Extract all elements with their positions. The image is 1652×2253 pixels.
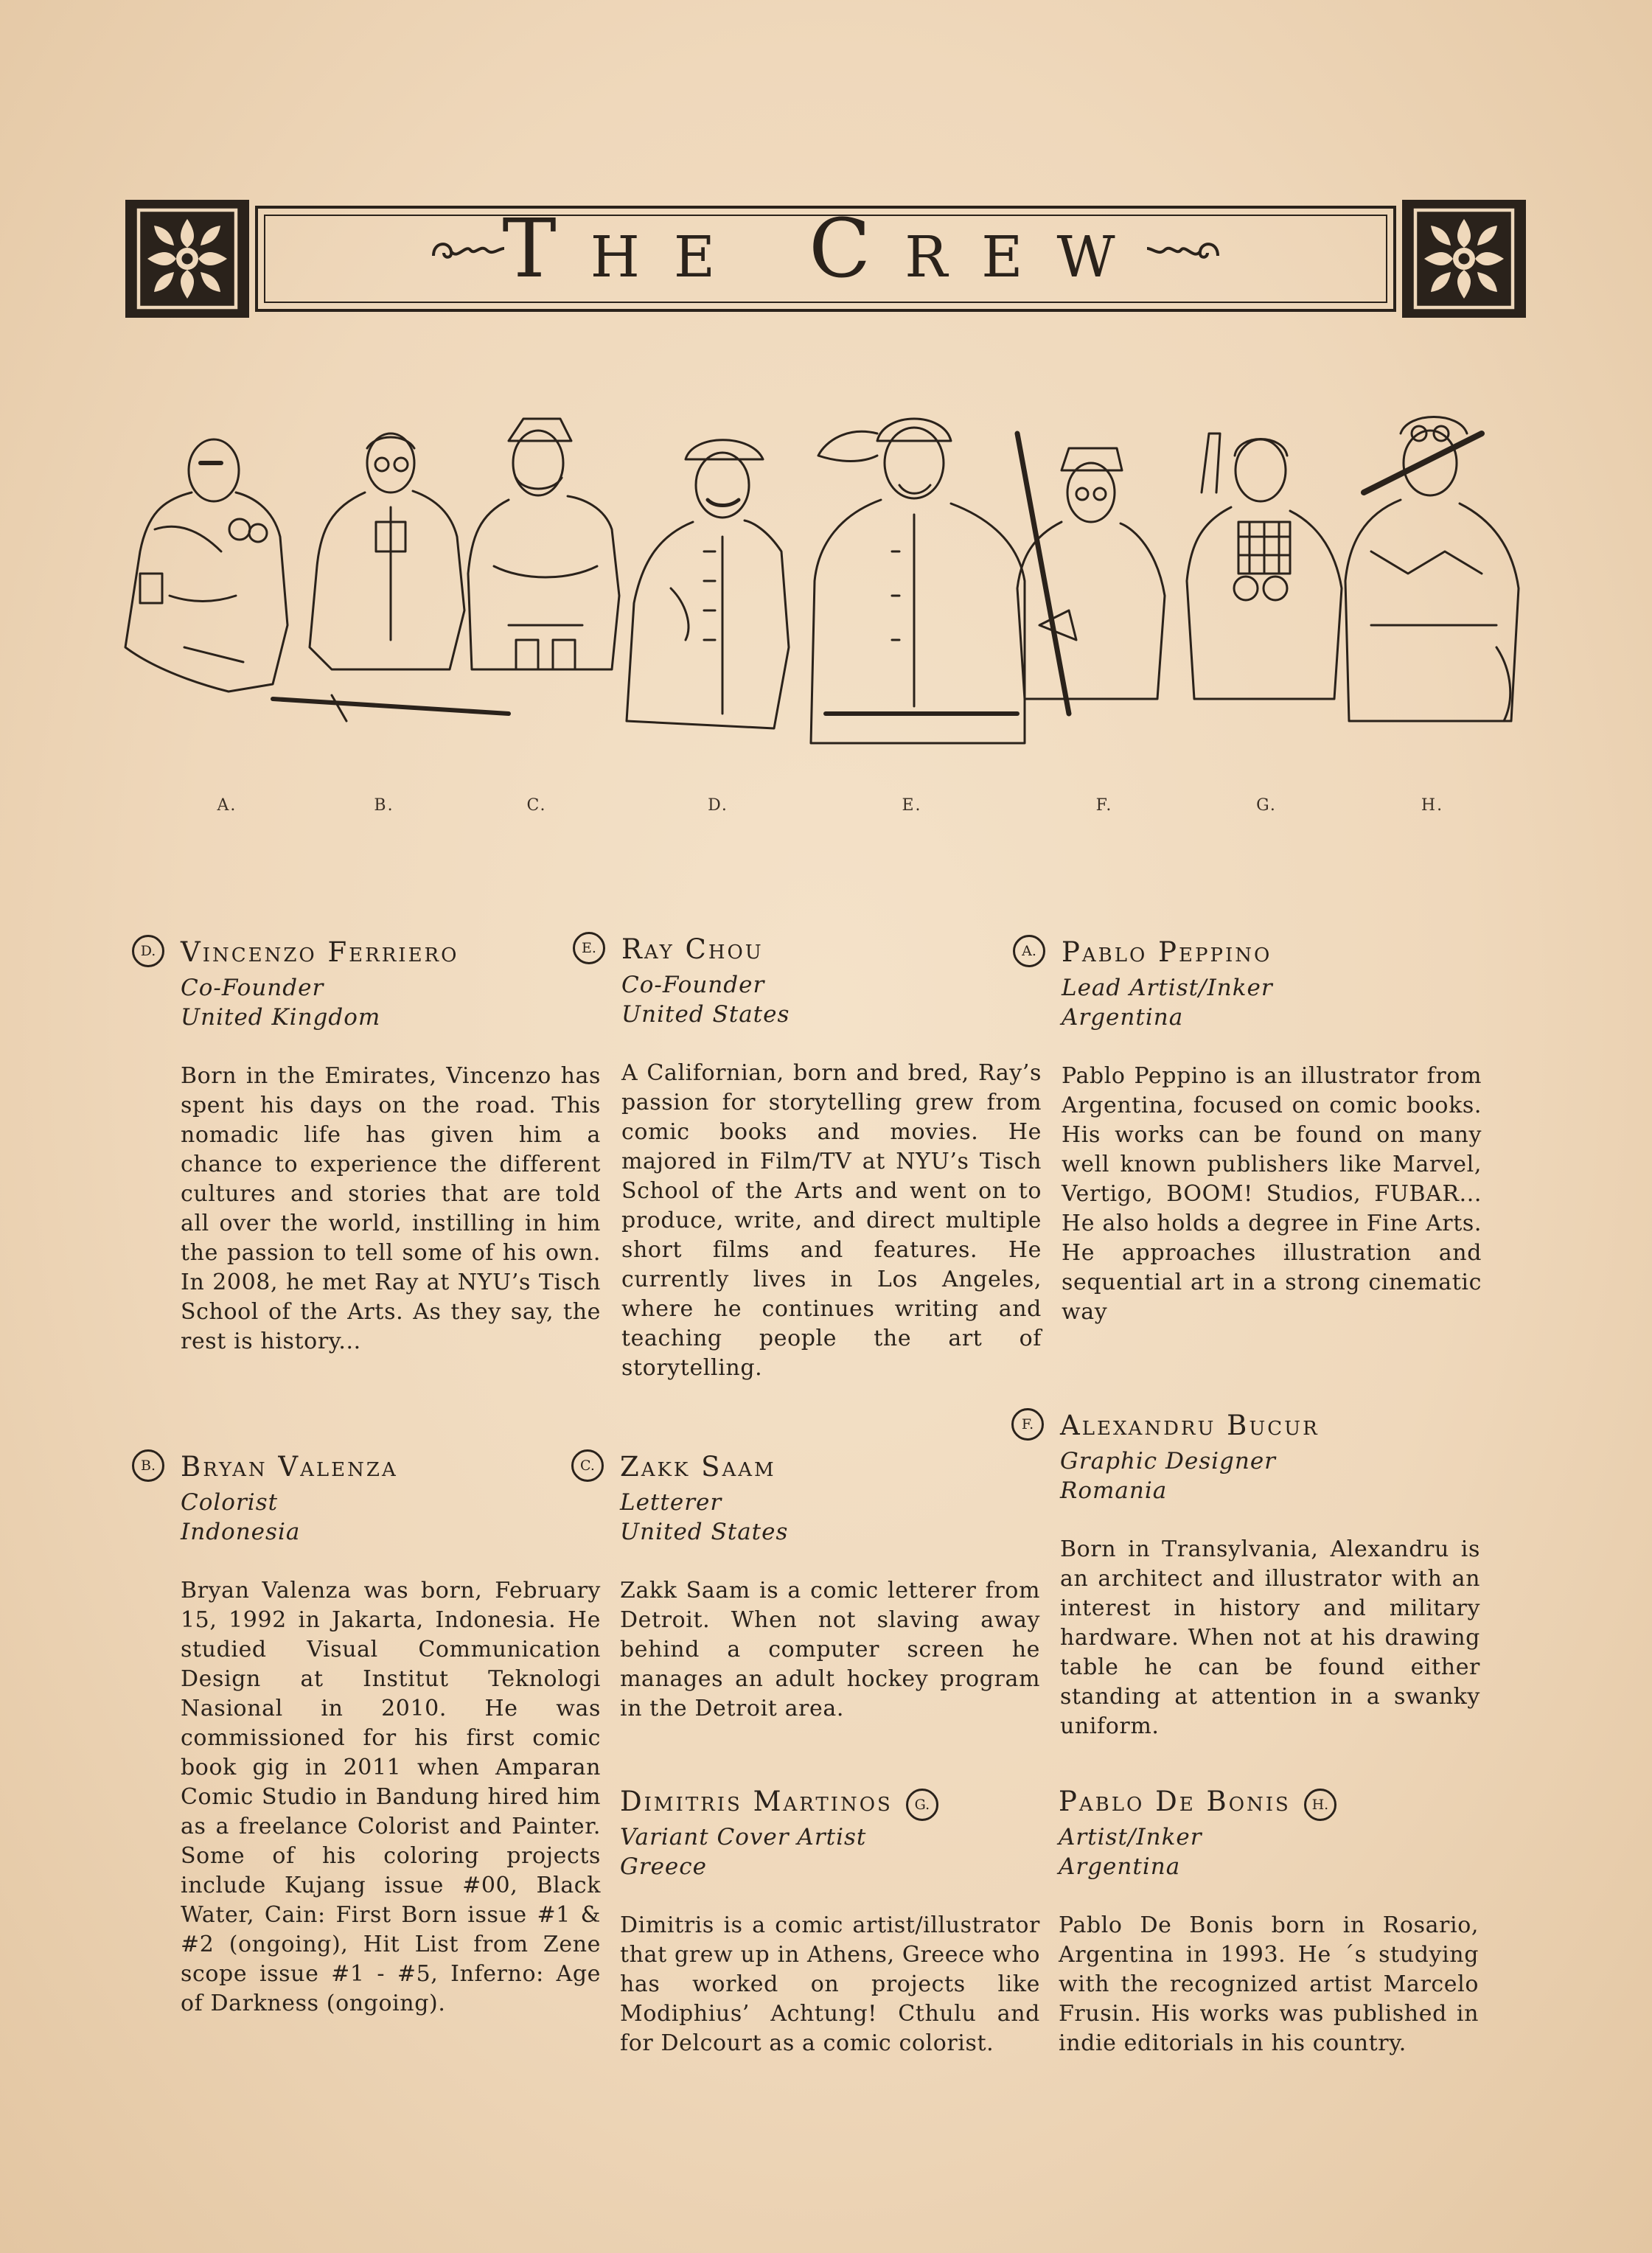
figure-label: E.	[902, 796, 922, 815]
crew-illustration	[111, 404, 1541, 751]
title-banner	[125, 195, 1526, 322]
bio-country: United States	[621, 1001, 790, 1028]
letter-badge: H.	[1304, 1789, 1336, 1821]
bio-text: A Californian, born and bred, Ray’s passion for storytelling grew from comic books and movies. He majored in Film/TV at NYU’s Tisch School of the Arts and went on to produce, write, and direct multiple short films and features. He currently lives in Los Angeles, where he continues writing and teaching people the art of storytelling.	[621, 1060, 1042, 1381]
figure-label: A.	[217, 796, 237, 815]
figure-a	[125, 439, 287, 692]
figure-label: H.	[1421, 796, 1444, 815]
figure-c	[468, 419, 619, 669]
figure-label: B.	[374, 796, 394, 815]
bio-text: Pablo Peppino is an illustrator from Argentina, focused on comic books. His works can be found on many well known publishers like Marvel, Vertigo, BOOM! Studios, FUBAR... He also holds a degree in Fine Arts. He approaches illustration and sequential art in a strong cinematic way	[1062, 1063, 1482, 1325]
bio-role: Lead Artist/Inker	[1062, 975, 1273, 1001]
bio-pablo-de-bonis	[1059, 1783, 1479, 2058]
bio-name: Dimitris Martinos G.	[620, 1783, 1040, 1821]
bio-country: Romania	[1060, 1477, 1168, 1504]
bio-name: Ray Chou	[621, 933, 764, 965]
scroll-ornament-icon	[1143, 234, 1224, 266]
bio-name: Alexandru Bucur	[1060, 1410, 1320, 1441]
bio-alexandru-bucur	[1021, 1407, 1480, 1741]
bio-role: Variant Cover Artist	[620, 1824, 867, 1850]
figure-f	[1017, 433, 1165, 714]
bio-zakk-saam	[580, 1448, 1040, 1724]
bio-role: Colorist	[181, 1489, 279, 1516]
letter-badge: F.	[1011, 1408, 1044, 1441]
bio-name: Zakk Saam	[620, 1451, 776, 1483]
bio-text: Pablo De Bonis born in Rosario, Argentina in 1993. He ´s studying with the recognized artist Marcelo Frusin. His works was published in indie editorials in his country.	[1059, 1912, 1479, 2056]
figure-b	[273, 433, 509, 721]
bio-text: Born in the Emirates, Vincenzo has spent his days on the road. This nomadic life has given him a chance to experience the different cultures and stories that are told all over the world, instilling in him the passion to tell some of his own. In 2008, he met Ray at NYU’s Tisch School of the Arts. As they say, the rest is history...	[181, 1063, 601, 1354]
letter-badge: B.	[132, 1449, 164, 1482]
bio-country: United Kingdom	[181, 1004, 381, 1031]
bio-ray-chou	[582, 930, 1042, 1383]
letter-badge: C.	[571, 1449, 604, 1482]
letter-badge: D.	[132, 935, 164, 967]
bio-vincenzo-ferriero	[140, 933, 601, 1357]
figure-g	[1187, 433, 1342, 699]
figure-e	[811, 419, 1025, 743]
floral-ornament-icon	[1402, 200, 1526, 318]
bio-pablo-peppino	[1022, 933, 1482, 1327]
bio-country: Argentina	[1059, 1853, 1181, 1880]
bio-text: Zakk Saam is a comic letterer from Detroit. When not slaving away behind a computer screen he manages an adult hockey program in the Detroit area.	[620, 1578, 1040, 1721]
letter-badge: A.	[1013, 935, 1045, 967]
bio-name: Pablo De Bonis H.	[1059, 1783, 1479, 1821]
bio-text: Bryan Valenza was born, February 15, 1992 in Jakarta, Indonesia. He studied Visual Communication Design at Institut Teknologi Nasional in 2010. He was commissioned for his first comic book gig in 2011 when Amparan Comic Studio in Bandung hired him as a freelance Colorist and Painter. Some of his coloring projects include Kujang issue #00, Black Water, Cain: First Born issue #1 & #2 (ongoing), Hit List from Zene scope issue #1 - #5, Inferno: Age of Darkness (ongoing).	[181, 1578, 601, 2016]
bio-role: Co-Founder	[621, 972, 765, 998]
letter-badge: G.	[906, 1789, 938, 1821]
bio-country: United States	[620, 1519, 789, 1545]
bio-dimitris-martinos	[620, 1783, 1040, 2058]
bio-name: Bryan Valenza	[181, 1451, 398, 1483]
bio-role: Graphic Designer	[1060, 1448, 1277, 1474]
figure-label: C.	[526, 796, 547, 815]
bio-text: Dimitris is a comic artist/illustrator that grew up in Athens, Greece who has worked on projects like Modiphius’ Achtung! Cthulu and for Delcourt as a comic colorist.	[620, 1912, 1040, 2056]
bio-name: Pablo Peppino	[1062, 936, 1272, 968]
figure-d	[627, 440, 789, 728]
figure-label: F.	[1095, 796, 1113, 815]
bio-name: Vincenzo Ferriero	[181, 936, 459, 968]
letter-badge: E.	[573, 932, 605, 964]
bio-bryan-valenza	[140, 1448, 601, 2019]
bio-country: Argentina	[1062, 1004, 1184, 1031]
figure-label: D.	[708, 796, 728, 815]
bio-country: Indonesia	[181, 1519, 301, 1545]
bio-role: Co-Founder	[181, 975, 324, 1001]
bio-role: Artist/Inker	[1059, 1824, 1202, 1850]
bio-country: Greece	[620, 1853, 707, 1880]
page-title: The Crew	[502, 201, 1149, 296]
bio-text: Born in Transylvania, Alexandru is an architect and illustrator with an interest in history and military hardware. When not at his drawing table he can be found either standing at attention in a swanky uniform.	[1060, 1536, 1480, 1739]
bio-role: Letterer	[620, 1489, 722, 1516]
figure-h	[1345, 417, 1519, 722]
figure-label: G.	[1256, 796, 1277, 815]
